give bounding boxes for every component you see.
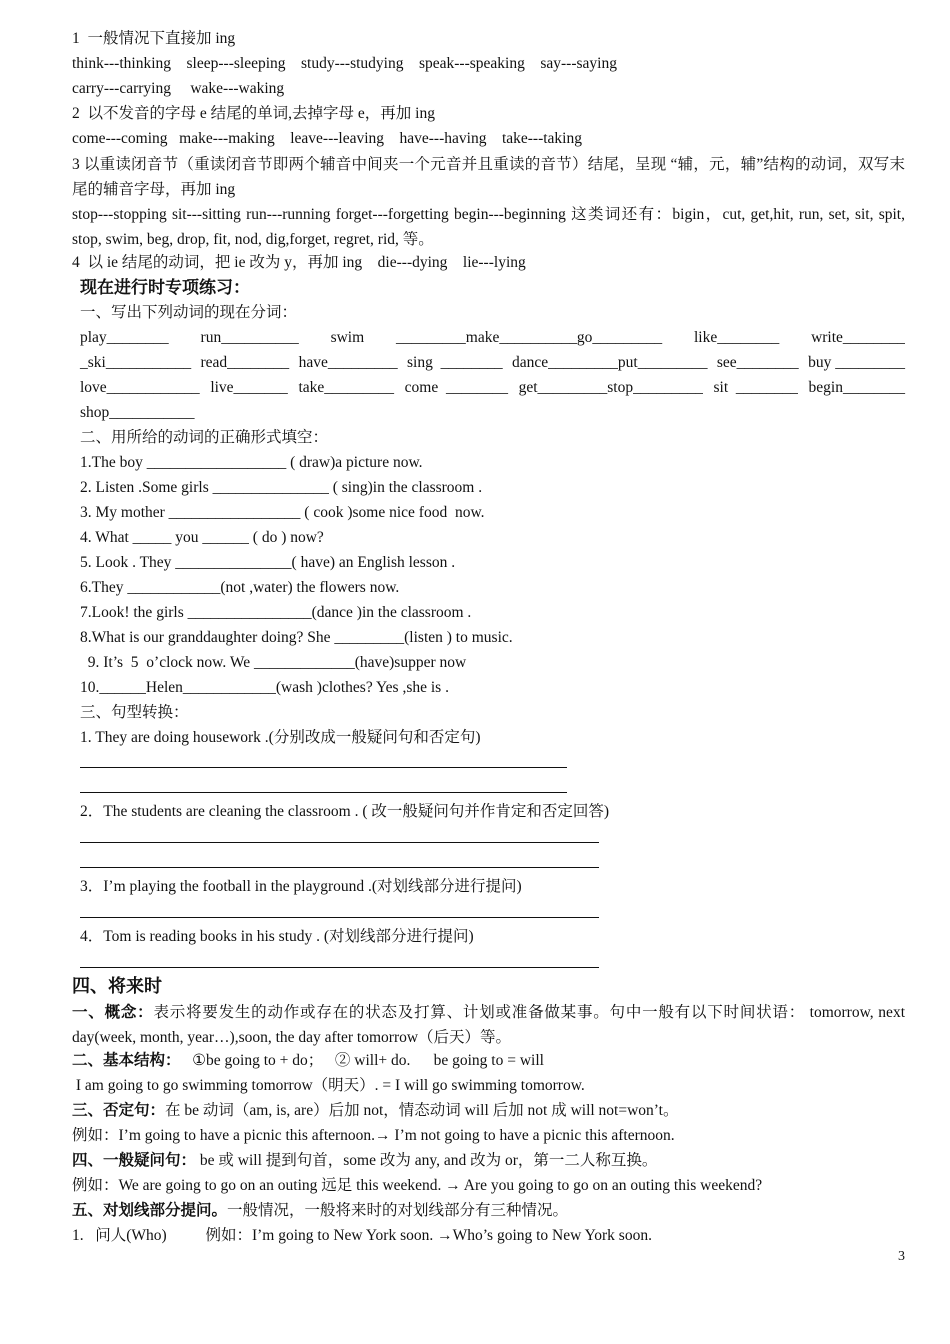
verb-cell[interactable]: dance_________put_________ — [512, 354, 708, 371]
fill-item-8[interactable]: 8.What is our granddaughter doing? She _________(listen ) to music. — [80, 629, 513, 646]
answer-line[interactable] — [80, 917, 599, 918]
verb-cell[interactable]: read________ — [200, 354, 290, 371]
question-line — [72, 1150, 905, 1172]
rule-3-examples: stop---stopping sit---sitting run---running forget---forgetting begin---beginning 这类词还有：bigin，cut, get,hit, run, set, sit, spit, stop, swim, beg, drop, fit, nod, dig,forget, regret, rid, 等。 — [72, 206, 905, 248]
page-number: 3 — [898, 1249, 905, 1264]
verb-grid — [80, 327, 905, 427]
verb-cell[interactable]: buy _________ — [808, 354, 905, 371]
wh-question-label: 五、对划线部分提问。 — [72, 1202, 228, 1219]
transform-item-2: 2．The students are cleaning the classroom . ( 改一般疑问句并作肯定和否定回答) — [80, 803, 610, 820]
fill-item-6[interactable]: 6.They ____________(not ,water) the flowers now. — [80, 579, 400, 596]
verb-cell[interactable]: run__________ — [200, 329, 299, 346]
verb-cell[interactable]: swim — [330, 329, 365, 346]
verb-cell[interactable]: shop___________ — [80, 404, 195, 421]
answer-line[interactable] — [80, 792, 567, 793]
negative-line — [72, 1100, 905, 1122]
fill-item-4[interactable]: 4. What _____ you ______ ( do ) now? — [80, 529, 324, 546]
structure-example: I am going to go swimming tomorrow（明天）. = I will go swimming tomorrow. — [72, 1077, 585, 1094]
fill-item-9[interactable]: 9. It’s 5 o’clock now. We _____________(have)supper now — [80, 654, 467, 671]
rule-1-heading: 1 一般情况下直接加 ing — [72, 30, 236, 47]
verb-cell[interactable]: get_________stop_________ — [518, 379, 703, 396]
verb-cell[interactable]: love____________ — [80, 379, 200, 396]
rule-1-examples-cont: carry---carrying wake---waking — [72, 80, 285, 97]
question-example: 例如：We are going to go on an outing 远足 this weekend. → Are you going to go on an outing this weekend? — [72, 1177, 763, 1194]
wh-question-item-1: 1. 问人(Who) 例如：I’m going to New York soon. →Who’s going to New York soon. — [72, 1227, 652, 1244]
question-label: 四、一般疑问句： — [72, 1152, 197, 1169]
concept-text: 表示将要发生的动作或存在的状态及打算、计划或准备做某事。句中一般有以下时间状语： tomorrow, next day(week, month, year…),soon, the day after tomorrow（后天）等。 — [72, 1004, 905, 1046]
verb-cell[interactable]: take_________ — [298, 379, 395, 396]
answer-line[interactable] — [80, 867, 599, 868]
wh-question-text: 一般情况，一般将来时的对划线部分有三种情况。 — [227, 1202, 569, 1219]
section-1-title: 一、写出下列动词的现在分词： — [80, 304, 298, 321]
rule-4-heading: 4 以 ie 结尾的动词，把 ie 改为 y，再加 ing die---dying lie---lying — [72, 254, 526, 271]
verb-row — [80, 352, 905, 377]
structure-label: 二、基本结构： — [72, 1052, 181, 1069]
practice-title: 现在进行时专项练习： — [80, 278, 250, 297]
fill-item-3[interactable]: 3. My mother _________________ ( cook )some nice food now. — [80, 504, 485, 521]
concept-paragraph — [72, 1000, 905, 1050]
wh-question-line — [72, 1200, 905, 1222]
verb-cell[interactable]: like________ — [693, 329, 780, 346]
verb-cell[interactable]: sit ________ — [713, 379, 798, 396]
negative-example: 例如：I’m going to have a picnic this afternoon.→ I’m not going to have a picnic this afternoon. — [72, 1127, 675, 1144]
transform-item-3: 3．I’m playing the football in the playground .(对划线部分进行提问) — [80, 878, 522, 895]
verb-cell[interactable]: live_______ — [210, 379, 288, 396]
rule-3-heading: 3 以重读闭音节（重读闭音节即两个辅音中间夹一个元音并且重读的音节）结尾，呈现 “辅，元，辅”结构的动词，双写末尾的辅音字母，再加 ing — [72, 156, 905, 198]
verb-cell[interactable]: _ski___________ — [80, 354, 192, 371]
verb-cell[interactable]: _________make__________go_________ — [396, 329, 663, 346]
verb-cell[interactable]: write________ — [811, 329, 905, 346]
answer-line[interactable] — [80, 967, 599, 968]
verb-cell[interactable]: sing ________ — [407, 354, 503, 371]
fill-item-7[interactable]: 7.Look! the girls ________________(dance )in the classroom . — [80, 604, 472, 621]
rule-2-heading: 2 以不发音的字母 e 结尾的单词,去掉字母 e，再加 ing — [72, 105, 435, 122]
verb-cell[interactable]: see________ — [716, 354, 799, 371]
transform-item-4: 4．Tom is reading books in his study . (对划线部分进行提问) — [80, 928, 474, 945]
negative-label: 三、否定句： — [72, 1102, 166, 1119]
structure-line — [72, 1050, 905, 1072]
fill-item-1[interactable]: 1.The boy __________________ ( draw)a picture now. — [80, 454, 423, 471]
transform-item-1: 1. They are doing housework .(分别改成一般疑问句和否定句) — [80, 729, 481, 746]
verb-cell[interactable]: play________ — [80, 329, 169, 346]
question-text: be 或 will 提到句首，some 改为 any, and 改为 or，第一二人称互换。 — [196, 1152, 658, 1169]
verb-cell[interactable]: begin________ — [808, 379, 905, 396]
answer-line[interactable] — [80, 842, 599, 843]
fill-item-5[interactable]: 5. Look . They _______________( have) an English lesson . — [80, 554, 456, 571]
future-tense-title: 四、将来时 — [72, 976, 162, 996]
verb-row — [80, 377, 905, 402]
concept-label: 一、概念： — [72, 1004, 154, 1021]
negative-text: 在 be 动词（am, is, are）后加 not，情态动词 will 后加 not 成 will not=won’t。 — [165, 1102, 679, 1119]
verb-cell[interactable]: come ________ — [404, 379, 508, 396]
answer-line[interactable] — [80, 767, 567, 768]
section-3-title: 三、句型转换： — [80, 704, 189, 721]
fill-item-10[interactable]: 10.______Helen____________(wash )clothes? Yes ,she is . — [80, 679, 449, 696]
section-2-title: 二、用所给的动词的正确形式填空： — [80, 429, 329, 446]
fill-item-2[interactable]: 2. Listen .Some girls _______________ ( sing)in the classroom . — [80, 479, 483, 496]
verb-row — [80, 327, 905, 352]
structure-text: ①be going to + do； ② will+ do. be going to = will — [180, 1052, 544, 1069]
verb-cell[interactable]: have_________ — [298, 354, 398, 371]
verb-row — [80, 402, 905, 427]
rule-1-examples: think---thinking sleep---sleeping study---studying speak---speaking say---saying — [72, 55, 617, 72]
rule-2-examples: come---coming make---making leave---leaving have---having take---taking — [72, 130, 582, 147]
